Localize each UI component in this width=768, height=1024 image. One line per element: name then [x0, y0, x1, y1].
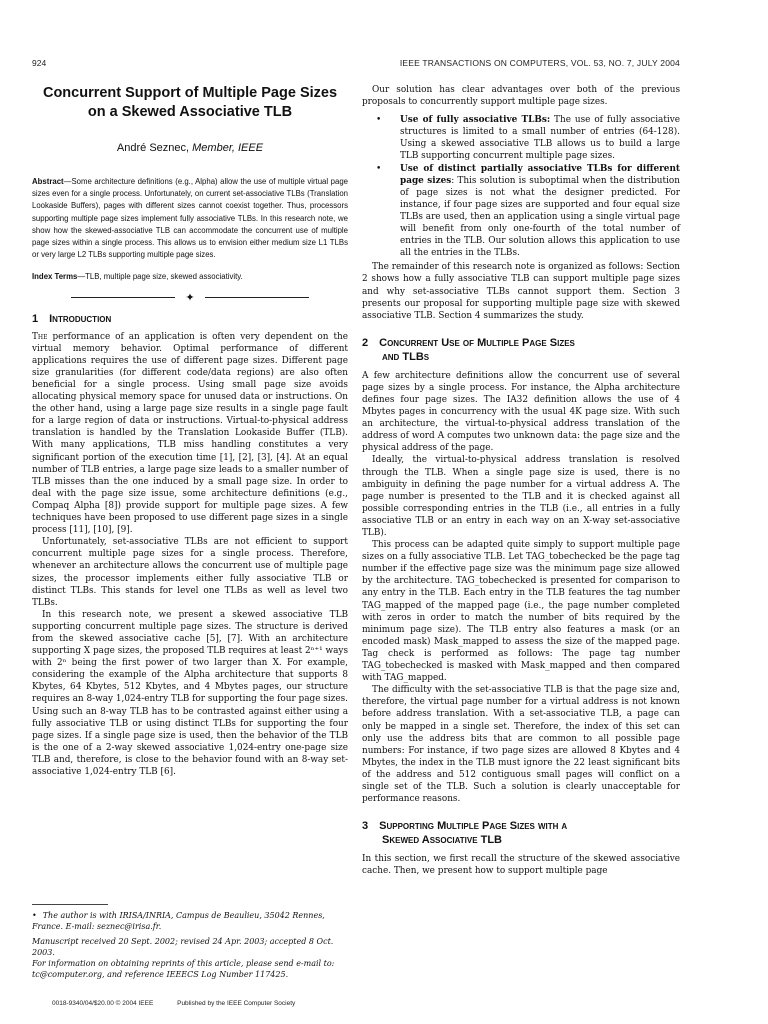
section-2-para-1: A few architecture definitions allow the concurrent use of several page sizes by a single process. For instance, the Alpha architecture defines four page sizes. The IA32 definition allows the use of 4 Mbytes pages in concurrency with the usual 4K page size. With such an architecture, the virtual-to-physical address translation of the address of word A computes two unknown data: the page size and the physical address of the page.	[362, 370, 680, 454]
footnote-bullet: •	[32, 911, 37, 920]
author-affiliation: Member, IEEE	[192, 142, 264, 154]
title-line-2: on a Skewed Associative TLB	[87, 104, 293, 120]
bullet-2-label: Use of distinct partially associative TLBs for different page sizes	[400, 163, 680, 186]
copyright-line	[52, 1000, 317, 1007]
section-1-para-2: Unfortunately, set-associative TLBs are not efficient to support concurrent multiple page sizes for a single process. Therefore, whenever an architecture allows the concurrent use of multiple page sizes, the processor implements either fully associative TLB or distinct TLBs. This stands for level one TLBs as well as level two TLBs.	[32, 537, 348, 608]
section-1-para-1	[32, 331, 348, 537]
advantages-list	[362, 114, 680, 259]
section-1-para-3: In this research note, we present a skewed associative TLB supporting concurrent multiple page sizes. The structure is derived from the skewed associative cache [5], [7]. With an architecture supporting X page sizes, the proposed TLB requires at least 2ⁿ⁺¹ ways with 2ⁿ being the first power of two larger than X. For example, considering the example of the Alpha architecture that supports 8 Kbytes, 64 Kbytes, 512 Kbytes, and 4 Mbytes pages, our structure requires an 8-way 1,024-entry TLB for supporting the four page sizes. Using such an 8-way TLB has to be contrasted against either using a fully associative TLB or using distinct TLBs for supporting the four page sizes. If a single page size is used, then the behavior of the TLB is the one of a 2-way skewed associative 1,024-entry one-page size TLB and, therefore, is close to the behavior found with an 8-way set-associative 1,024-entry TLB [6].	[32, 609, 348, 777]
author-line	[32, 142, 348, 154]
copyright-code: 0018-9340/04/$20.00 © 2004 IEEE	[52, 1000, 154, 1007]
list-item	[362, 114, 680, 162]
footnote-reprints: For information on obtaining reprints of this article, please send e-mail to: tc@computer.org, and reference IEEECS Log Number 117425.	[32, 959, 335, 979]
section-2-para-2: Ideally, the virtual-to-physical address translation is resolved through the TLB. When a single page size is used, there is no ambiguity in defining the page number for a virtual address A. The page number is presented to the TLB and it is checked against all possible corresponding entries in the TLB (i.e., all entries in a fully associative TLB or an entry in each way on an X-way set-associative TLB).	[362, 455, 680, 538]
section-2-title-line-1: Concurrent Use of Multiple Page Sizes	[379, 336, 575, 349]
section-3-title-line-1: Supporting Multiple Page Sizes with a	[379, 820, 568, 833]
footnote-author	[32, 910, 348, 932]
section-1-heading	[32, 312, 348, 326]
bullet-2-text: : This solution is suboptimal when the distribution of page sizes is not what the designer predicted. For instance, if four page sizes are supported and four equal size TLBs are used, then an application using a single virtual page will benefit from only one-fourth of the total number of entries in the TLB. Our solution allows this application to use all the entries in the TLBs.	[400, 175, 680, 259]
section-2-para-4: The difficulty with the set-associative TLB is that the page size and, therefore, the virtual page number for a virtual address is not known before address translation. With a set-associative TLB, a page can only be mapped in a single set. Therefore, the index of this set can only use the address bits that are common to all possible page numbers: For instance, if two page sizes are allowed 8 Kbytes and 4 Mbytes, the index in the TLB must ignore the 22 least significant bits of the address and 512 contiguous small pages will conflict on a single set of the TLB. Such a solution is clearly unacceptable for performance reasons.	[362, 685, 680, 805]
journal-info: IEEE TRANSACTIONS ON COMPUTERS, VOL. 53, NO. 7, JULY 2004	[399, 58, 680, 68]
section-2-title-line-2: and TLBs	[382, 350, 430, 363]
paper-title	[32, 84, 348, 122]
list-item	[362, 163, 680, 260]
divider-line-left	[71, 297, 175, 298]
left-column	[32, 84, 348, 778]
diamond-icon: ✦	[185, 290, 195, 304]
bullet-icon: •	[376, 115, 382, 126]
title-line-1: Concurrent Support of Multiple Page Sizes	[42, 85, 338, 101]
copyright-publisher: Published by the IEEE Computer Society	[177, 1000, 296, 1007]
dropcap-word: The	[32, 331, 48, 342]
bullet-1-label: Use of fully associative TLBs:	[400, 115, 551, 126]
intro-continued: Our solution has clear advantages over both of the previous proposals to concurrently support multiple page sizes.	[362, 85, 680, 108]
abstract-text: —Some architecture definitions (e.g., Alpha) allow the use of multiple virtual page sizes even for a single process. Unfortunately, on current set-associative TLBs (Translation Lookaside Buffers), pages with different sizes cannot coexist together. Thus, processors supporting multiple page sizes implement fully associative TLBs. In this research note, we show how the skewed-associative TLB can accommodate the concurrent use of multiple page sizes within a single process. This allows us to envision either medium size L1 TLBs or very large L2 TLBs supporting multiple page sizes.	[32, 177, 348, 260]
section-3-heading	[362, 819, 680, 847]
abstract-label: Abstract	[32, 177, 64, 186]
right-column	[362, 84, 680, 877]
author-name: André Seznec,	[116, 142, 190, 154]
index-terms-text: —TLB, multiple page size, skewed associativity.	[77, 272, 243, 282]
footnote	[32, 910, 348, 980]
page-number: 924	[32, 58, 47, 68]
bullet-1-text: The use of fully associative structures is limited to a small number of entries (64-128). Using a skewed associative TLB allows us to build a large TLB supporting concurrent multiple page sizes.	[400, 115, 680, 162]
section-divider	[32, 292, 348, 303]
section-3-para-1: In this section, we first recall the structure of the skewed associative cache. Then, we present how to support multiple page	[362, 854, 680, 877]
divider-line-right	[205, 297, 309, 298]
section-1-title: Introduction	[49, 312, 112, 325]
footnote-author-text: The author is with IRISA/INRIA, Campus de Beaulieu, 35042 Rennes, France. E-mail: seznec@irisa.fr.	[32, 911, 325, 931]
section-2-para-3: This process can be adapted quite simply to support multiple page sizes on a fully associative TLB. Let TAG_tobechecked be the page tag number if the effective page size was the minimum page size allowed by the architecture. TAG_tobechecked is presented for comparison to any entry in the TLB. Each entry in the TLB features the tag number TAG_mapped of the mapped page (i.e., the page number completed with zeros in order to match the number of bits required by the minimum page size). The TLB entry also features a mask (or an encoded mask) Mask_mapped to assess the size of the mapped page. Tag check is performed as follows: The page tag number TAG_tobechecked is masked with Mask_mapped and then compared with TAG_mapped.	[362, 540, 680, 684]
index-terms-label: Index Terms	[32, 272, 78, 282]
section-3-title-line-2: Skewed Associative TLB	[382, 834, 503, 847]
abstract	[32, 176, 348, 261]
remainder-paragraph: The remainder of this research note is organized as follows: Section 2 shows how a fully associative TLB can support multiple page sizes and why set-associative TLBs cannot support them. Section 3 presents our proposal for supporting multiple page size with skewed associative TLB. Section 4 summarizes the study.	[362, 262, 680, 321]
section-1-number: 1	[32, 312, 39, 325]
section-2-number: 2	[362, 336, 369, 349]
index-terms	[32, 271, 348, 283]
section-3-number: 3	[362, 820, 369, 833]
section-1-para-1-text: performance of an application is often very dependent on the virtual memory behavior. Optimal performance of different applications requires the use of different page sizes. Different page size granularities (for different code/data regions) are also often beneficial for a single process. Using small page size avoids allocating physical memory space for unused data or instructions. On the other hand, using a large page size results in a single page fault for a large region of data or instructions. Virtual-to-physical address translation is handled by the Translation Lookaside Buffer (TLB). With many applications, TLB miss handling constitutes a very significant portion of the execution time [1], [2], [3], [4]. At an equal number of TLB entries, a large page size leads to a smaller number of TLB misses than the one induced by a small page size. In order to deal with the page size issue, some architecture definitions (e.g., Compaq Alpha [8]) provide support for multiple page sizes. A few techniques have been proposed to use different page sizes in a single process [11], [10], [9].	[32, 331, 348, 536]
bullet-icon: •	[376, 163, 382, 174]
section-2-heading	[362, 336, 680, 364]
footnote-manuscript: Manuscript received 20 Sept. 2002; revised 24 Apr. 2003; accepted 8 Oct. 2003.	[32, 937, 334, 957]
footnote-rule	[32, 904, 108, 905]
